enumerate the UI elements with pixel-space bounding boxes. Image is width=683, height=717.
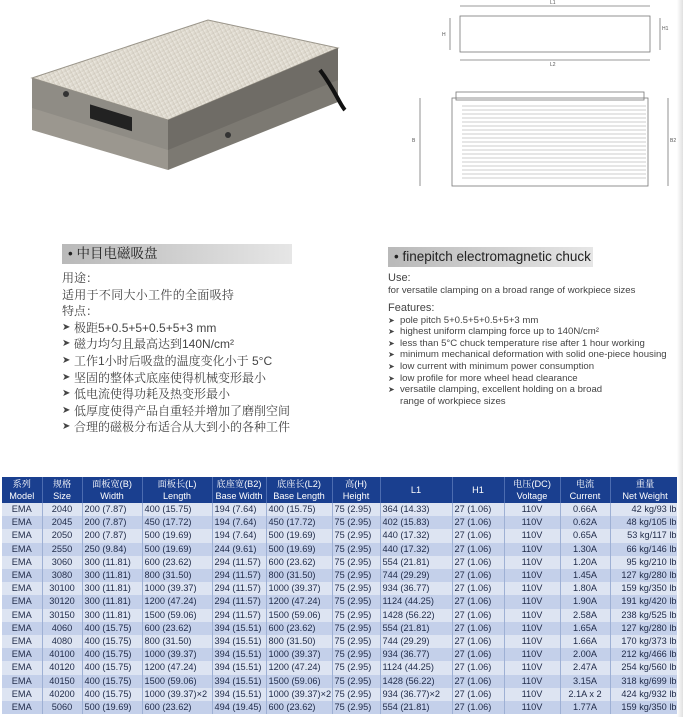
en-feature: ➤ versatile clamping, excellent holding on a broad range of workpiece sizes — [388, 384, 610, 407]
table-cell: 244 (9.61) — [212, 543, 266, 556]
table-row — [2, 543, 680, 556]
table-row — [2, 701, 680, 714]
table-cell: 110V — [504, 661, 560, 674]
table-row — [2, 661, 680, 674]
chuck-photo — [20, 10, 350, 180]
table-cell: 48 kg/105 lb — [610, 516, 680, 529]
table-cell: 110V — [504, 543, 560, 556]
table-cell: 53 kg/117 lb — [610, 529, 680, 542]
table-cell: EMA — [2, 569, 42, 582]
table-cell: 294 (11.57) — [212, 582, 266, 595]
table-cell: 110V — [504, 701, 560, 714]
table-cell: 40100 — [42, 648, 82, 661]
table-cell: EMA — [2, 503, 42, 516]
table-cell: 394 (15.51) — [212, 675, 266, 688]
table-cell: 75 (2.95) — [332, 675, 380, 688]
spec-table-header — [2, 477, 680, 503]
table-cell: 2.47A — [560, 661, 610, 674]
table-cell: 1124 (44.25) — [380, 661, 452, 674]
table-cell: 27 (1.06) — [452, 529, 504, 542]
table-cell: EMA — [2, 529, 42, 542]
table-row — [2, 529, 680, 542]
table-cell: 27 (1.06) — [452, 688, 504, 701]
column-header: L1 — [380, 477, 452, 503]
table-cell: 1500 (59.06) — [266, 609, 332, 622]
table-cell: 212 kg/466 lb — [610, 648, 680, 661]
table-cell: 744 (29.29) — [380, 635, 452, 648]
table-cell: 2040 — [42, 503, 82, 516]
table-cell: 1.90A — [560, 595, 610, 608]
table-row — [2, 609, 680, 622]
table-cell: 27 (1.06) — [452, 648, 504, 661]
table-cell: 1.80A — [560, 582, 610, 595]
table-cell: 254 kg/560 lb — [610, 661, 680, 674]
table-cell: 450 (17.72) — [142, 516, 212, 529]
table-cell: 27 (1.06) — [452, 582, 504, 595]
zh-section-heading: • 中目电磁吸盘 — [62, 244, 292, 264]
table-cell: 400 (15.75) — [142, 503, 212, 516]
table-cell: 1200 (47.24) — [266, 661, 332, 674]
table-cell: 75 (2.95) — [332, 622, 380, 635]
table-cell: 600 (23.62) — [266, 556, 332, 569]
zh-feature: ➤ 合理的磁极分布适合从大到小的各种工件 — [62, 419, 362, 436]
table-cell: 75 (2.95) — [332, 529, 380, 542]
table-cell: 75 (2.95) — [332, 609, 380, 622]
table-cell: 800 (31.50) — [142, 569, 212, 582]
table-cell: EMA — [2, 543, 42, 556]
table-cell: 27 (1.06) — [452, 556, 504, 569]
table-cell: 30120 — [42, 595, 82, 608]
en-section-heading: • finepitch electromagnetic chuck — [388, 247, 593, 267]
table-cell: 424 kg/932 lb — [610, 688, 680, 701]
column-header: 面板宽(B) Width — [82, 477, 142, 503]
table-cell: 200 (7.87) — [82, 503, 142, 516]
table-cell: 2.1A x 2 — [560, 688, 610, 701]
table-cell: 40150 — [42, 675, 82, 688]
table-cell: 500 (19.69) — [82, 701, 142, 714]
table-cell: 400 (15.75) — [82, 648, 142, 661]
table-cell: 500 (19.69) — [142, 529, 212, 542]
table-cell: 110V — [504, 516, 560, 529]
table-cell: 318 kg/699 lb — [610, 675, 680, 688]
table-row — [2, 595, 680, 608]
table-cell: 1200 (47.24) — [142, 595, 212, 608]
table-cell: 27 (1.06) — [452, 595, 504, 608]
table-cell: 27 (1.06) — [452, 569, 504, 582]
table-cell: 170 kg/373 lb — [610, 635, 680, 648]
table-cell: 1500 (59.06) — [142, 609, 212, 622]
table-cell: EMA — [2, 675, 42, 688]
table-cell: 27 (1.06) — [452, 543, 504, 556]
table-cell: 42 kg/93 lb — [610, 503, 680, 516]
table-cell: 1500 (59.06) — [142, 675, 212, 688]
zh-feature: ➤ 低电流使得功耗及热变形最小 — [62, 386, 362, 403]
table-cell: 400 (15.75) — [82, 688, 142, 701]
table-row — [2, 556, 680, 569]
table-cell: 30150 — [42, 609, 82, 622]
table-cell: 75 (2.95) — [332, 503, 380, 516]
table-cell: 400 (15.75) — [82, 622, 142, 635]
table-cell: 294 (11.57) — [212, 569, 266, 582]
table-cell: 75 (2.95) — [332, 661, 380, 674]
table-cell: 27 (1.06) — [452, 701, 504, 714]
table-cell: 3080 — [42, 569, 82, 582]
table-cell: 500 (19.69) — [266, 529, 332, 542]
table-cell: 300 (11.81) — [82, 595, 142, 608]
table-cell: 934 (36.77) — [380, 648, 452, 661]
table-cell: 294 (11.57) — [212, 609, 266, 622]
column-header: 底座长(L2) Base Length — [266, 477, 332, 503]
zh-feature-list — [62, 320, 362, 436]
zh-feature: ➤ 低厚度使得产品自重轻并增加了磨削空间 — [62, 403, 362, 420]
dim-b2: B2 — [670, 138, 677, 144]
en-feature: ➤ minimum mechanical deformation with solid one-piece housing — [388, 349, 678, 361]
table-cell: 300 (11.81) — [82, 569, 142, 582]
column-header: 底座宽(B2) Base Width — [212, 477, 266, 503]
table-cell: 500 (19.69) — [142, 543, 212, 556]
column-header: 重量 Net Weight — [610, 477, 680, 503]
table-cell: 75 (2.95) — [332, 701, 380, 714]
table-cell: 27 (1.06) — [452, 661, 504, 674]
table-cell: 2050 — [42, 529, 82, 542]
en-description — [388, 272, 678, 407]
table-cell: 3060 — [42, 556, 82, 569]
table-cell: 400 (15.75) — [82, 635, 142, 648]
table-cell: 440 (17.32) — [380, 529, 452, 542]
table-cell: 0.62A — [560, 516, 610, 529]
table-cell: EMA — [2, 582, 42, 595]
table-cell: 800 (31.50) — [266, 569, 332, 582]
table-cell: 27 (1.06) — [452, 675, 504, 688]
table-cell: 402 (15.83) — [380, 516, 452, 529]
table-cell: 394 (15.51) — [212, 635, 266, 648]
table-cell: 127 kg/280 lb — [610, 622, 680, 635]
en-feature: ➤ pole pitch 5+0.5+5+0.5+5+3 mm — [388, 315, 678, 327]
table-cell: 800 (31.50) — [266, 635, 332, 648]
table-cell: 110V — [504, 609, 560, 622]
table-cell: 2550 — [42, 543, 82, 556]
en-feature: ➤ low current with minimum power consumption — [388, 361, 678, 373]
table-cell: 440 (17.32) — [380, 543, 452, 556]
table-cell: 2.58A — [560, 609, 610, 622]
table-cell: 75 (2.95) — [332, 688, 380, 701]
table-row — [2, 622, 680, 635]
table-row — [2, 635, 680, 648]
table-cell: 1000 (39.37)×2 — [266, 688, 332, 701]
table-cell: 1124 (44.25) — [380, 595, 452, 608]
table-row — [2, 675, 680, 688]
table-cell: 1.30A — [560, 543, 610, 556]
table-cell: 1000 (39.37) — [266, 648, 332, 661]
dim-h: H — [442, 32, 446, 38]
table-cell: 554 (21.81) — [380, 622, 452, 635]
table-cell: 400 (15.75) — [266, 503, 332, 516]
column-header: 电流 Current — [560, 477, 610, 503]
dim-l1: L1 — [550, 0, 556, 6]
table-cell: 1.20A — [560, 556, 610, 569]
table-cell: 75 (2.95) — [332, 556, 380, 569]
zh-description — [62, 270, 362, 436]
table-cell: 27 (1.06) — [452, 609, 504, 622]
table-cell: 40200 — [42, 688, 82, 701]
table-cell: 110V — [504, 635, 560, 648]
table-cell: EMA — [2, 688, 42, 701]
table-cell: 1500 (59.06) — [266, 675, 332, 688]
table-cell: EMA — [2, 635, 42, 648]
table-cell: 394 (15.51) — [212, 661, 266, 674]
table-cell: 300 (11.81) — [82, 556, 142, 569]
table-cell: 110V — [504, 595, 560, 608]
table-cell: 554 (21.81) — [380, 701, 452, 714]
column-header: 高(H) Height — [332, 477, 380, 503]
table-cell: 5060 — [42, 701, 82, 714]
table-cell: 110V — [504, 688, 560, 701]
table-cell: 500 (19.69) — [266, 543, 332, 556]
zh-feature: ➤ 磁力均匀且最高达到140N/cm² — [62, 336, 362, 353]
table-cell: 0.66A — [560, 503, 610, 516]
column-header: 电压(DC) Voltage — [504, 477, 560, 503]
table-cell: EMA — [2, 661, 42, 674]
table-row — [2, 516, 680, 529]
table-cell: 194 (7.64) — [212, 503, 266, 516]
table-cell: 300 (11.81) — [82, 609, 142, 622]
page-edge — [677, 0, 683, 717]
en-feature: ➤ low profile for more wheel head clearance — [388, 373, 678, 385]
table-row — [2, 648, 680, 661]
table-row — [2, 582, 680, 595]
spec-table-body — [2, 503, 680, 714]
zh-features-label: 特点： — [62, 304, 99, 319]
table-cell: 110V — [504, 648, 560, 661]
table-cell: 27 (1.06) — [452, 503, 504, 516]
table-cell: 600 (23.62) — [142, 556, 212, 569]
table-cell: 110V — [504, 622, 560, 635]
en-feature: ➤ highest uniform clamping force up to 140N/cm² — [388, 326, 678, 338]
column-header: 系列 Model — [2, 477, 42, 503]
table-cell: 1000 (39.37)×2 — [142, 688, 212, 701]
en-use-text: for versatile clamping on a broad range of workpiece sizes — [388, 285, 636, 296]
table-cell: 27 (1.06) — [452, 635, 504, 648]
table-cell: 75 (2.95) — [332, 569, 380, 582]
dim-h1: H1 — [662, 26, 669, 32]
table-cell: 110V — [504, 529, 560, 542]
zh-use-label: 用途： — [62, 271, 99, 285]
zh-use-text: 适用于不同大小工件的全面吸持 — [62, 287, 235, 302]
table-cell: 554 (21.81) — [380, 556, 452, 569]
table-cell: 1428 (56.22) — [380, 675, 452, 688]
table-cell: 127 kg/280 lb — [610, 569, 680, 582]
column-header: H1 — [452, 477, 504, 503]
table-cell: 200 (7.87) — [82, 529, 142, 542]
table-cell: 75 (2.95) — [332, 516, 380, 529]
table-cell: 238 kg/525 lb — [610, 609, 680, 622]
table-cell: 450 (17.72) — [266, 516, 332, 529]
table-cell: 494 (19.45) — [212, 701, 266, 714]
zh-feature: ➤ 工作1小时后吸盘的温度变化小于 5°C — [62, 353, 362, 370]
table-cell: 250 (9.84) — [82, 543, 142, 556]
table-cell: 110V — [504, 675, 560, 688]
table-cell: EMA — [2, 648, 42, 661]
table-cell: 194 (7.64) — [212, 529, 266, 542]
table-cell: 294 (11.57) — [212, 595, 266, 608]
table-cell: 2045 — [42, 516, 82, 529]
column-header: 面板长(L) Length — [142, 477, 212, 503]
table-cell: 1428 (56.22) — [380, 609, 452, 622]
table-cell: 30100 — [42, 582, 82, 595]
table-cell: 294 (11.57) — [212, 556, 266, 569]
table-row — [2, 688, 680, 701]
dim-l2: L2 — [550, 62, 556, 68]
table-cell: 1200 (47.24) — [266, 595, 332, 608]
table-cell: 934 (36.77) — [380, 582, 452, 595]
dimension-drawing — [410, 0, 680, 200]
table-row — [2, 503, 680, 516]
table-cell: 600 (23.62) — [266, 701, 332, 714]
column-header: 规格 Size — [42, 477, 82, 503]
table-cell: 0.65A — [560, 529, 610, 542]
table-cell: 744 (29.29) — [380, 569, 452, 582]
table-cell: 1.65A — [560, 622, 610, 635]
en-features-label: Features: — [388, 301, 435, 314]
table-cell: EMA — [2, 622, 42, 635]
table-cell: 3.15A — [560, 675, 610, 688]
table-cell: EMA — [2, 701, 42, 714]
table-cell: 800 (31.50) — [142, 635, 212, 648]
table-cell: 1200 (47.24) — [142, 661, 212, 674]
table-cell: 200 (7.87) — [82, 516, 142, 529]
en-use-label: Use: — [388, 272, 411, 284]
table-cell: 75 (2.95) — [332, 543, 380, 556]
table-cell: 600 (23.62) — [266, 622, 332, 635]
zh-feature: ➤ 坚固的整体式底座使得机械变形最小 — [62, 370, 362, 387]
table-cell: 400 (15.75) — [82, 675, 142, 688]
table-cell: 364 (14.33) — [380, 503, 452, 516]
table-cell: 66 kg/146 lb — [610, 543, 680, 556]
table-cell: 1.77A — [560, 701, 610, 714]
table-cell: 1000 (39.37) — [142, 582, 212, 595]
table-cell: 27 (1.06) — [452, 622, 504, 635]
table-cell: 4080 — [42, 635, 82, 648]
table-cell: 1.66A — [560, 635, 610, 648]
table-cell: 75 (2.95) — [332, 582, 380, 595]
table-cell: 400 (15.75) — [82, 661, 142, 674]
table-cell: 40120 — [42, 661, 82, 674]
table-cell: 2.00A — [560, 648, 610, 661]
table-cell: 27 (1.06) — [452, 516, 504, 529]
table-cell: EMA — [2, 516, 42, 529]
spec-table — [2, 477, 681, 714]
table-cell: EMA — [2, 556, 42, 569]
en-feature: ➤ less than 5°C chuck temperature rise after 1 hour working — [388, 338, 678, 350]
table-cell: 1000 (39.37) — [142, 648, 212, 661]
table-cell: 934 (36.77)×2 — [380, 688, 452, 701]
table-cell: 110V — [504, 556, 560, 569]
table-cell: 600 (23.62) — [142, 701, 212, 714]
en-feature-list — [388, 315, 678, 408]
table-cell: 110V — [504, 503, 560, 516]
table-cell: 394 (15.51) — [212, 622, 266, 635]
dim-b: B — [412, 138, 416, 144]
table-cell: 75 (2.95) — [332, 648, 380, 661]
table-cell: 75 (2.95) — [332, 635, 380, 648]
table-cell: 1.45A — [560, 569, 610, 582]
table-cell: 394 (15.51) — [212, 648, 266, 661]
zh-feature: ➤ 极距5+0.5+5+0.5+5+3 mm — [62, 320, 362, 337]
table-cell: 1000 (39.37) — [266, 582, 332, 595]
table-cell: 394 (15.51) — [212, 688, 266, 701]
table-cell: 300 (11.81) — [82, 582, 142, 595]
table-cell: 110V — [504, 569, 560, 582]
table-row — [2, 569, 680, 582]
table-cell: EMA — [2, 595, 42, 608]
table-cell: 75 (2.95) — [332, 595, 380, 608]
table-cell: 191 kg/420 lb — [610, 595, 680, 608]
table-cell: EMA — [2, 609, 42, 622]
table-cell: 194 (7.64) — [212, 516, 266, 529]
table-cell: 159 kg/350 lb — [610, 582, 680, 595]
table-cell: 95 kg/210 lb — [610, 556, 680, 569]
table-cell: 600 (23.62) — [142, 622, 212, 635]
table-cell: 110V — [504, 582, 560, 595]
table-cell: 159 kg/350 lb — [610, 701, 680, 714]
table-cell: 4060 — [42, 622, 82, 635]
